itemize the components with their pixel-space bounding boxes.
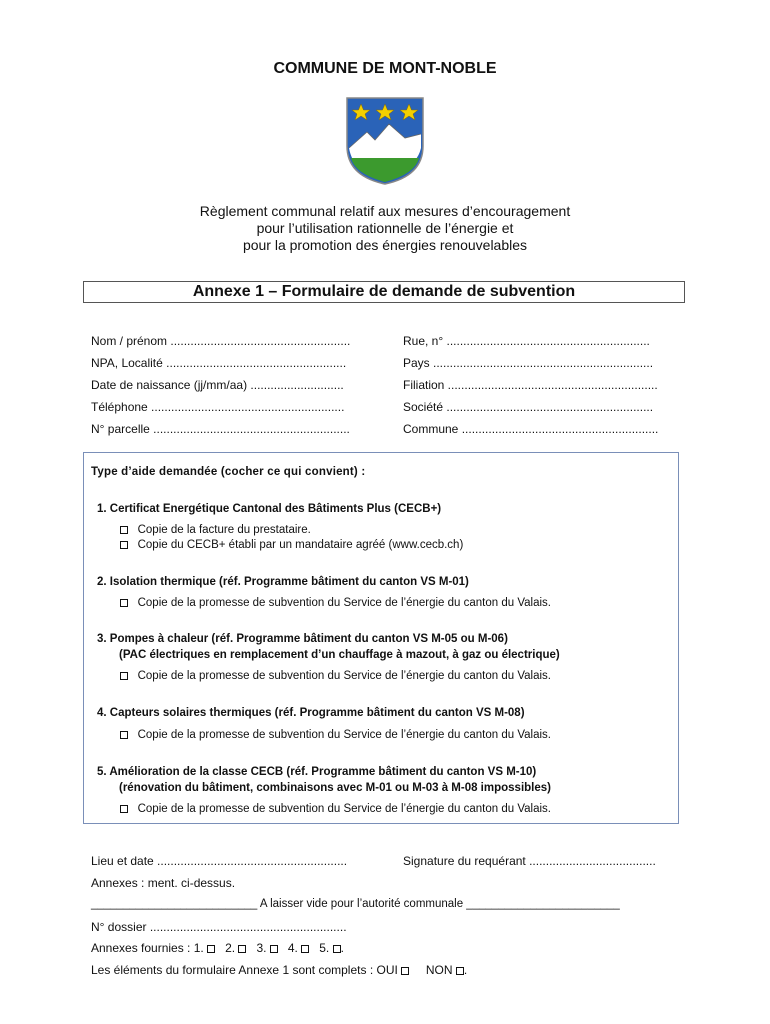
checkbox[interactable] bbox=[270, 945, 278, 953]
document-label: Copie de la promesse de subvention du Service de l’énergie du canton du Valais. bbox=[137, 729, 552, 741]
field-signature[interactable]: Signature du requérant ...................................... bbox=[403, 854, 656, 868]
non-label: NON bbox=[425, 963, 453, 977]
field-societe[interactable]: Société .............................................................. bbox=[403, 400, 654, 414]
regulation-line: pour l’utilisation rationnelle de l’énergie et bbox=[256, 220, 514, 236]
aid-item-title: 4. Capteurs solaires thermiques (réf. Programme bâtiment du canton VS M-08) bbox=[97, 707, 525, 719]
annexes-fournies-row bbox=[91, 941, 344, 955]
field-date-naissance[interactable]: Date de naissance (jj/mm/aa) ............................ bbox=[91, 378, 344, 392]
field-rue[interactable]: Rue, n° ............................................................. bbox=[403, 334, 650, 348]
coat-of-arms-icon bbox=[345, 96, 425, 186]
aid-document-option[interactable] bbox=[120, 597, 551, 609]
field-npa-localite[interactable]: NPA, Localité ...................................................... bbox=[91, 356, 347, 370]
document-label: Copie du CECB+ établi par un mandataire agréé (www.cecb.ch) bbox=[137, 539, 464, 551]
checkbox[interactable] bbox=[120, 541, 128, 549]
completeness-row bbox=[91, 963, 467, 977]
field-commune[interactable]: Commune ........................................................... bbox=[403, 422, 659, 436]
completeness-label: Les éléments du formulaire Annexe 1 sont complets : OUI bbox=[91, 963, 398, 977]
checkbox[interactable] bbox=[238, 945, 246, 953]
document-label: Copie de la facture du prestataire. bbox=[137, 524, 311, 536]
annexes-mention: Annexes : ment. ci-dessus. bbox=[91, 876, 236, 890]
annexe-title: Annexe 1 – Formulaire de demande de subvention bbox=[83, 281, 685, 303]
checkbox[interactable] bbox=[120, 672, 128, 680]
aid-item-subtitle: (PAC électriques en remplacement d’un chauffage à mazout, à gaz ou électrique) bbox=[119, 649, 560, 661]
document-label: Copie de la promesse de subvention du Service de l’énergie du canton du Valais. bbox=[137, 670, 552, 682]
aid-document-option[interactable] bbox=[120, 539, 463, 551]
annexes-fournies-label: Annexes fournies : bbox=[91, 941, 191, 955]
aid-type-heading: Type d’aide demandée (cocher ce qui convient) : bbox=[91, 466, 366, 478]
annexe-number: 4. bbox=[287, 941, 298, 955]
checkbox[interactable] bbox=[207, 945, 215, 953]
document-label: Copie de la promesse de subvention du Service de l’énergie du canton du Valais. bbox=[137, 597, 552, 609]
regulation-text bbox=[0, 203, 770, 254]
annexe-number: 3. bbox=[256, 941, 267, 955]
field-nom-prenom[interactable]: Nom / prénom ...................................................... bbox=[91, 334, 351, 348]
page-title: COMMUNE DE MONT-NOBLE bbox=[273, 60, 497, 77]
annexe-number: 5. bbox=[319, 941, 330, 955]
aid-item-title: 2. Isolation thermique (réf. Programme bâtiment du canton VS M-01) bbox=[97, 576, 469, 588]
checkbox[interactable] bbox=[333, 945, 341, 953]
checkbox-oui[interactable] bbox=[401, 967, 409, 975]
field-lieu-date[interactable]: Lieu et date ......................................................... bbox=[91, 854, 348, 868]
field-dossier[interactable]: N° dossier ........................................................... bbox=[91, 920, 347, 934]
aid-document-option[interactable] bbox=[120, 803, 551, 815]
field-parcelle[interactable]: N° parcelle ........................................................... bbox=[91, 422, 350, 436]
checkbox[interactable] bbox=[120, 805, 128, 813]
annexe-number: 1. bbox=[193, 941, 204, 955]
checkbox-non[interactable] bbox=[456, 967, 464, 975]
field-pays[interactable]: Pays .................................................................. bbox=[403, 356, 654, 370]
period: . bbox=[463, 963, 468, 977]
field-filiation[interactable]: Filiation ............................................................... bbox=[403, 378, 658, 392]
aid-item-title: 3. Pompes à chaleur (réf. Programme bâtiment du canton VS M-05 ou M-06) bbox=[97, 633, 508, 645]
checkbox[interactable] bbox=[120, 731, 128, 739]
regulation-line: Règlement communal relatif aux mesures d’encouragement bbox=[199, 203, 571, 219]
aid-item-title: 5. Amélioration de la classe CECB (réf. Programme bâtiment du canton VS M-10) bbox=[97, 766, 537, 778]
document-label: Copie de la promesse de subvention du Service de l’énergie du canton du Valais. bbox=[137, 803, 552, 815]
aid-document-option[interactable] bbox=[120, 524, 311, 536]
checkbox[interactable] bbox=[120, 526, 128, 534]
field-telephone[interactable]: Téléphone .......................................................... bbox=[91, 400, 345, 414]
checkbox[interactable] bbox=[301, 945, 309, 953]
regulation-line: pour la promotion des énergies renouvelables bbox=[242, 237, 528, 253]
aid-item-subtitle: (rénovation du bâtiment, combinaisons avec M-01 ou M-03 à M-08 impossibles) bbox=[119, 782, 551, 794]
aid-document-option[interactable] bbox=[120, 670, 551, 682]
aid-item-title: 1. Certificat Energétique Cantonal des Bâtiments Plus (CECB+) bbox=[97, 503, 442, 515]
period: . bbox=[340, 941, 344, 955]
checkbox[interactable] bbox=[120, 599, 128, 607]
aid-document-option[interactable] bbox=[120, 729, 551, 741]
annexe-number: 2. bbox=[225, 941, 236, 955]
authority-separator: __________________________ A laisser vide pour l’autorité communale ________________________ bbox=[91, 898, 620, 910]
